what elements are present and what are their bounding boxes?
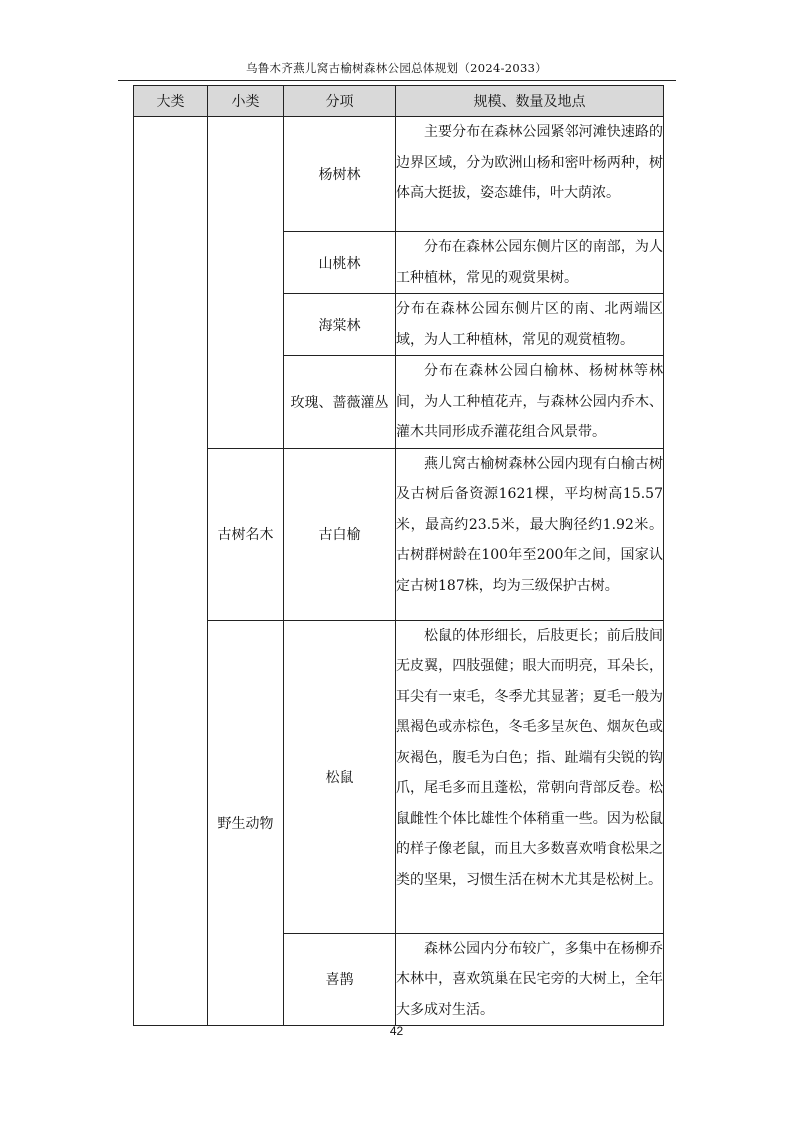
page-number: 42	[389, 1024, 404, 1038]
description-cell: 分布在森林公园东侧片区的南部，为人工种植林，常见的观赏果树。	[396, 232, 664, 294]
header-divider	[118, 80, 676, 81]
subcategory-cell: 古树名木	[208, 448, 284, 620]
item-cell: 杨树林	[284, 117, 396, 232]
item-cell: 喜鹊	[284, 933, 396, 1026]
description-cell: 分布在森林公园东侧片区的南、北两端区域，为人工种植林，常见的观赏植物。	[396, 294, 664, 356]
description-cell: 松鼠的体形细长，后肢更长；前后肢间无皮翼，四肢强健；眼大而明亮，耳朵长，耳尖有一束毛，冬季尤其显著；夏毛一般为黑褐色或赤棕色，冬毛多呈灰色、烟灰色或灰褐色，腹毛为白色；指、趾端有尖锐的钩爪，尾毛多而且蓬松，常朝向背部反卷。松鼠雌性个体比雄性个体稍重一些。因为松鼠的样子像老鼠，而且大多数喜欢啃食松果之类的坚果，习惯生活在树木尤其是松树上。	[396, 620, 664, 933]
table-row	[134, 448, 664, 620]
table-row	[134, 620, 664, 933]
column-header-subcategory: 小类	[208, 86, 284, 117]
item-cell: 海棠林	[284, 294, 396, 356]
document-header-title: 乌鲁木齐燕儿窝古榆树森林公园总体规划（2024-2033）	[245, 61, 548, 75]
column-header-category: 大类	[134, 86, 208, 117]
description-cell: 森林公园内分布较广，多集中在杨柳乔木林中，喜欢筑巢在民宅旁的大树上，全年大多成对生活。	[396, 933, 664, 1026]
resource-table	[133, 85, 664, 1026]
description-cell: 燕儿窝古榆树森林公园内现有白榆古树及古树后备资源1621棵，平均树高15.57米，最高约23.5米，最大胸径约1.92米。古树群树龄在100年至200年之间，国家认定古树187株，均为三级保护古树。	[396, 448, 664, 620]
description-cell: 分布在森林公园白榆林、杨树林等林间，为人工种植花卉，与森林公园内乔木、灌木共同形成乔灌花组合风景带。	[396, 356, 664, 449]
category-cell	[134, 117, 208, 1026]
column-header-item: 分项	[284, 86, 396, 117]
column-header-scale: 规模、数量及地点	[396, 86, 664, 117]
table-header-row	[134, 86, 664, 117]
item-cell: 古白榆	[284, 448, 396, 620]
item-cell: 玫瑰、蔷薇灌丛	[284, 356, 396, 449]
item-cell: 松鼠	[284, 620, 396, 933]
description-cell: 主要分布在森林公园紧邻河滩快速路的边界区域，分为欧洲山杨和密叶杨两种，树体高大挺拔，姿态雄伟，叶大荫浓。	[396, 117, 664, 232]
subcategory-cell: 野生动物	[208, 620, 284, 1026]
table-row	[134, 117, 664, 232]
item-cell: 山桃林	[284, 232, 396, 294]
subcategory-cell	[208, 117, 284, 449]
